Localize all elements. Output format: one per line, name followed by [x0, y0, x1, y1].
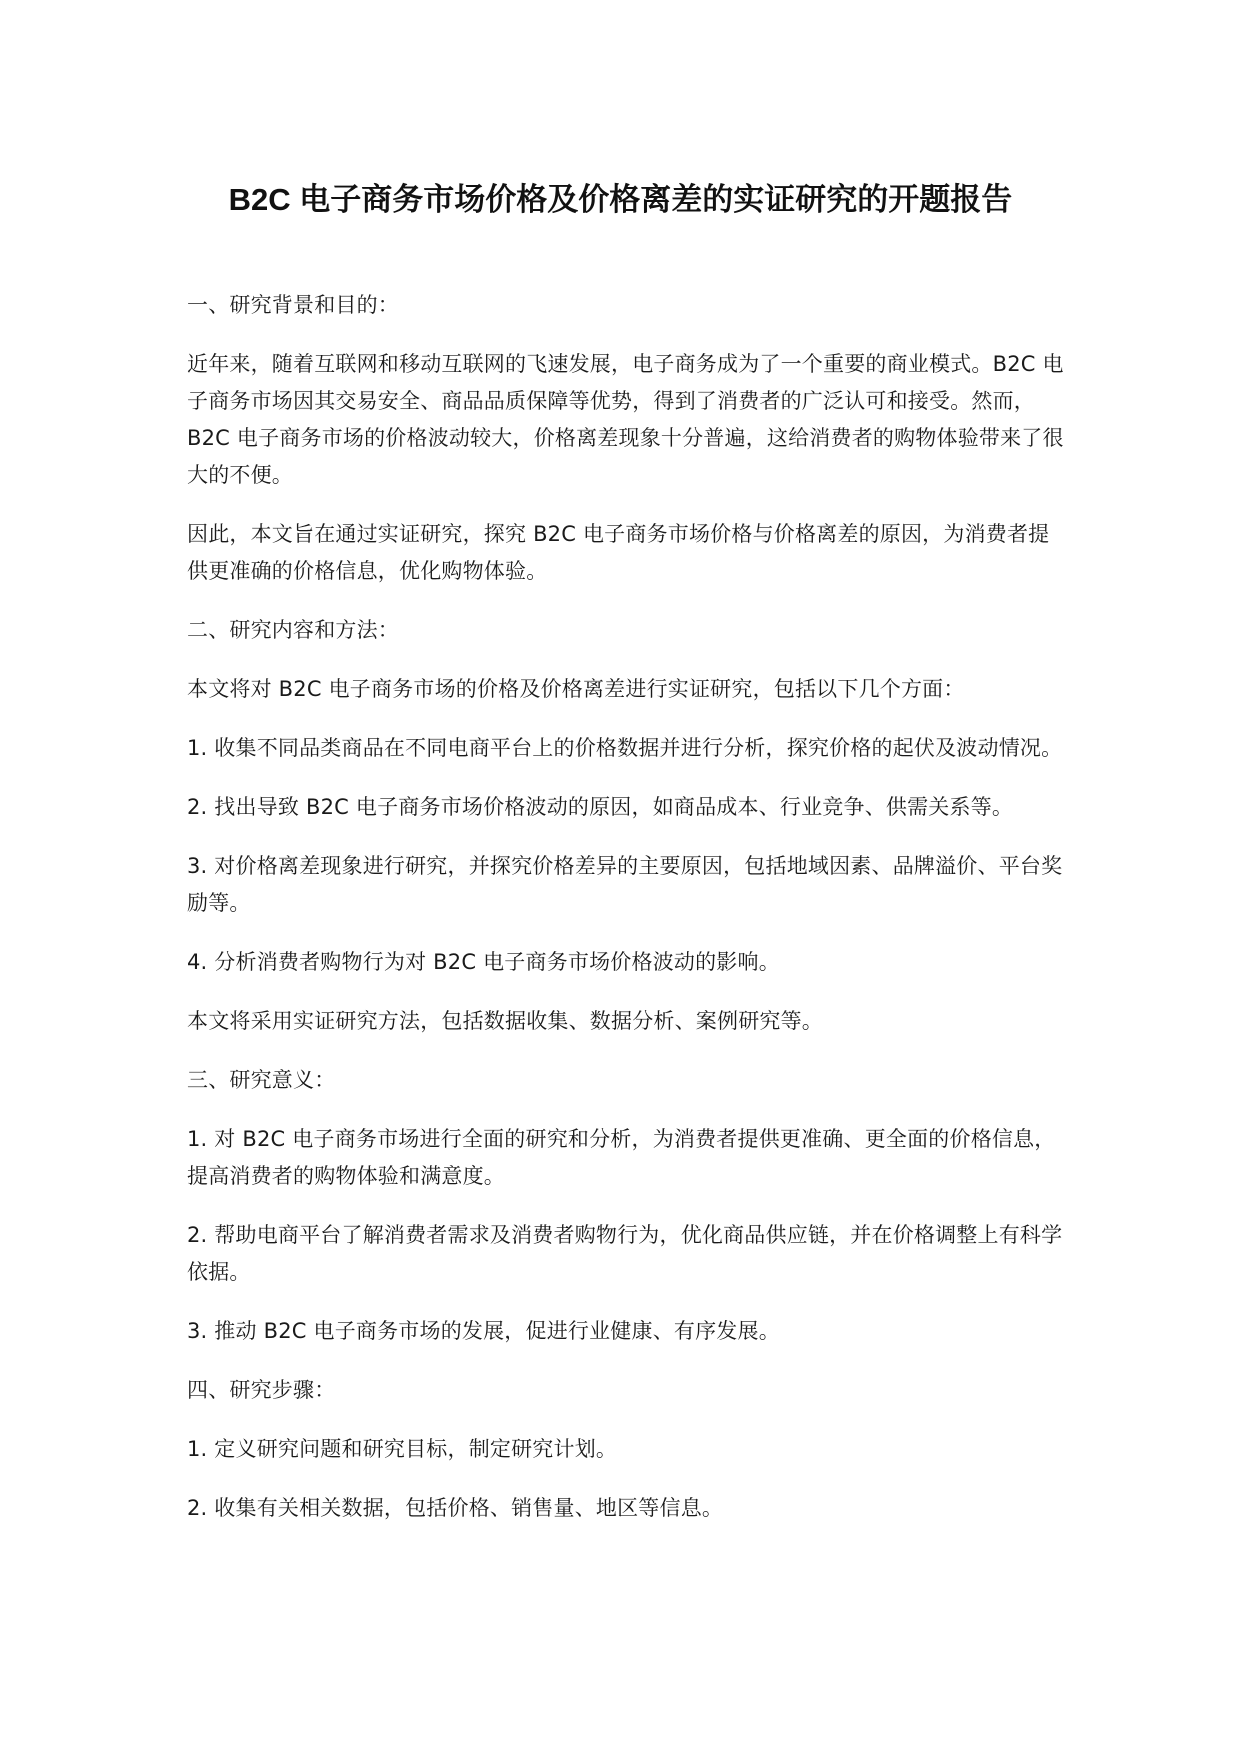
paragraph: 本文将采用实证研究方法，包括数据收集、数据分析、案例研究等。 [187, 1009, 823, 1033]
paragraph: 因此，本文旨在通过实证研究，探究 B2C 电子商务市场价格与价格离差的原因，为消费者提供更准确的价格信息，优化购物体验。 [187, 522, 1050, 583]
section-heading-background: 一、研究背景和目的： [187, 293, 399, 317]
list-item: 1. 收集不同品类商品在不同电商平台上的价格数据并进行分析，探究价格的起伏及波动情况。 [187, 736, 1063, 760]
paragraph: 近年来，随着互联网和移动互联网的飞速发展，电子商务成为了一个重要的商业模式。B2C 电子商务市场因其交易安全、商品品质保障等优势，得到了消费者的广泛认可和接受。然而，B2C 电子商务市场的价格波动较大，价格离差现象十分普遍，这给消费者的购物体验带来了很大的不便。 [187, 352, 1064, 487]
paragraph: 本文将对 B2C 电子商务市场的价格及价格离差进行实证研究，包括以下几个方面： [187, 677, 965, 701]
list-item: 2. 找出导致 B2C 电子商务市场价格波动的原因，如商品成本、行业竞争、供需关系等。 [187, 795, 1014, 819]
list-item: 1. 对 B2C 电子商务市场进行全面的研究和分析，为消费者提供更准确、更全面的价格信息，提高消费者的购物体验和满意度。 [187, 1127, 1056, 1188]
list-item: 3. 推动 B2C 电子商务市场的发展，促进行业健康、有序发展。 [187, 1319, 780, 1343]
section-heading-significance: 三、研究意义： [187, 1068, 336, 1092]
section-heading-content-method: 二、研究内容和方法： [187, 618, 399, 642]
list-item: 3. 对价格离差现象进行研究，并探究价格差异的主要原因，包括地域因素、品牌溢价、平台奖励等。 [187, 854, 1063, 915]
list-item: 4. 分析消费者购物行为对 B2C 电子商务市场价格波动的影响。 [187, 950, 780, 974]
section-heading-steps: 四、研究步骤： [187, 1378, 336, 1402]
document-body [187, 287, 1067, 1549]
document-title: B2C 电子商务市场价格及价格离差的实证研究的开题报告 [228, 182, 1013, 217]
list-item: 1. 定义研究问题和研究目标，制定研究计划。 [187, 1437, 618, 1461]
list-item: 2. 帮助电商平台了解消费者需求及消费者购物行为，优化商品供应链，并在价格调整上有科学依据。 [187, 1223, 1063, 1284]
list-item: 2. 收集有关相关数据，包括价格、销售量、地区等信息。 [187, 1496, 724, 1520]
